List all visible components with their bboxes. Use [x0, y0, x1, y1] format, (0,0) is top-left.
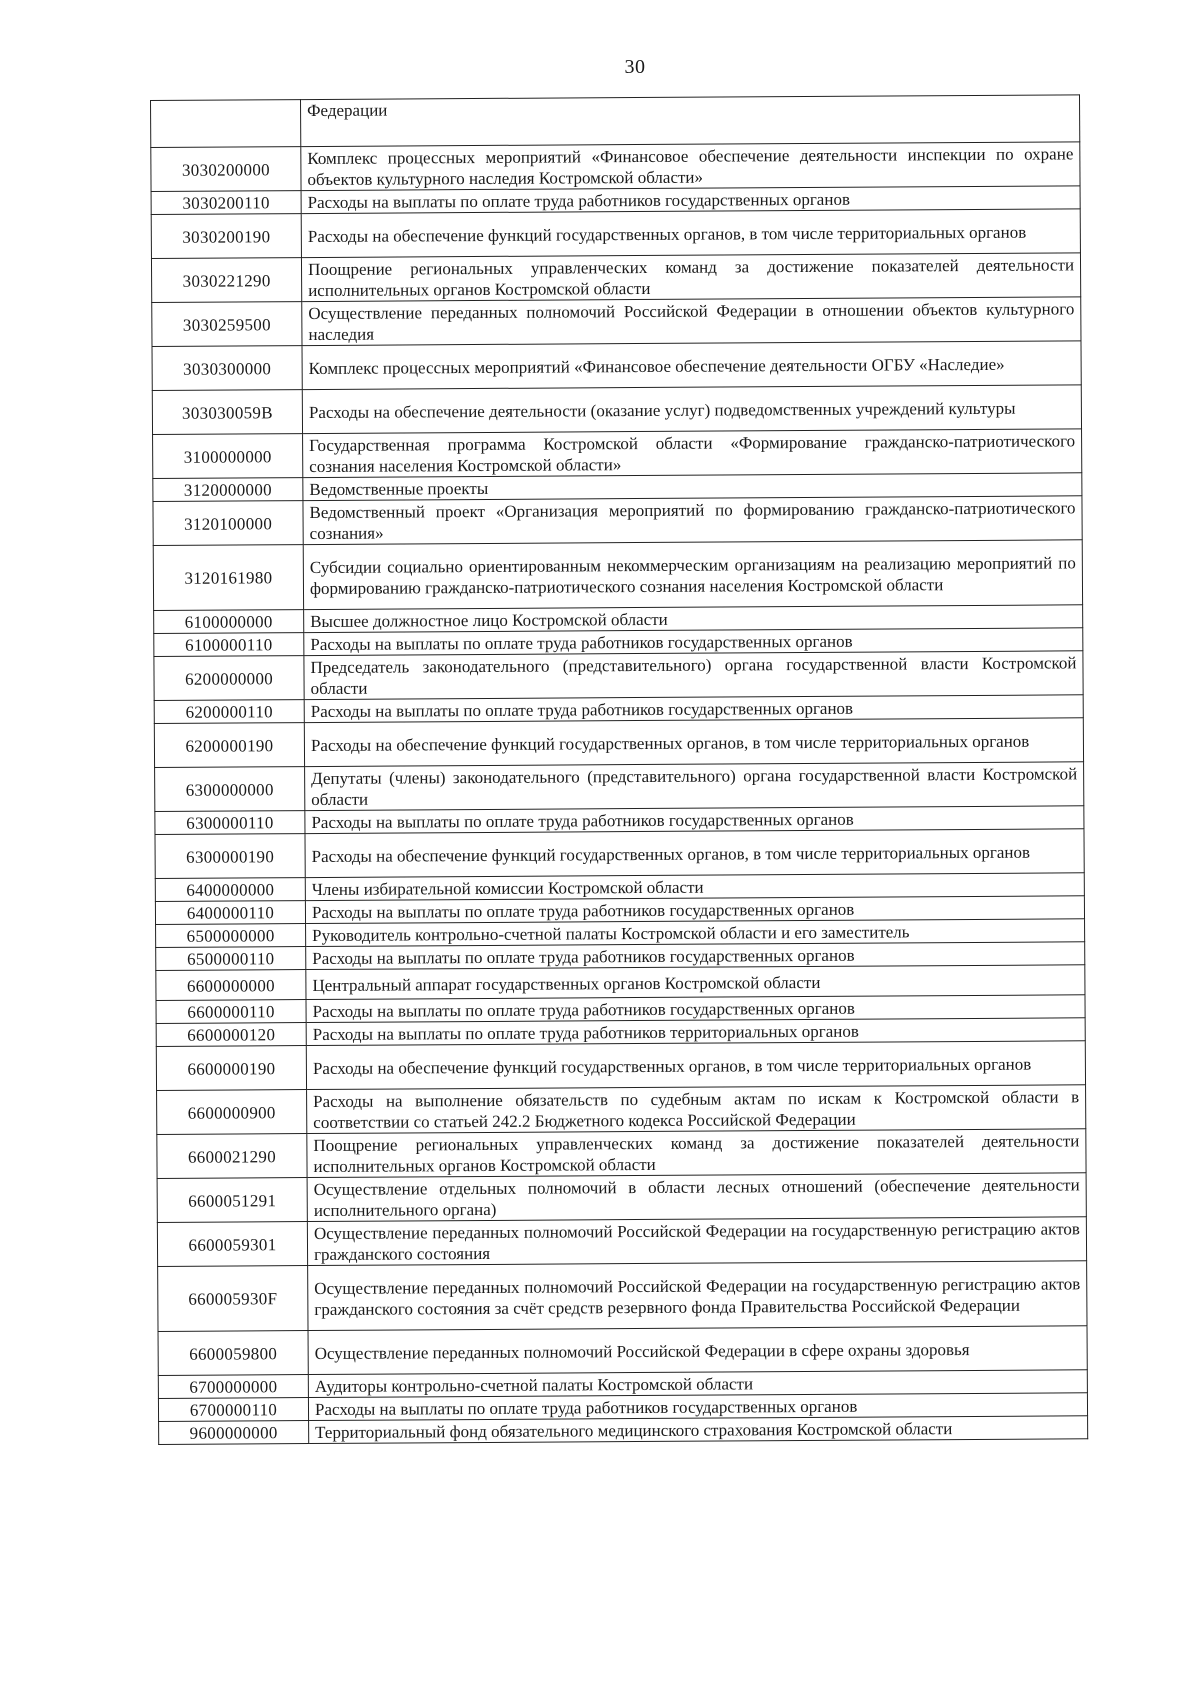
- code-cell: 6600000110: [156, 1000, 306, 1024]
- table-row: [152, 341, 1081, 391]
- table-row: [153, 429, 1082, 479]
- code-cell: 3030259500: [152, 302, 302, 347]
- table-row: [158, 1261, 1087, 1332]
- table-row: [157, 1173, 1086, 1223]
- code-cell: 6600021290: [157, 1134, 307, 1179]
- code-cell: 6500000110: [156, 947, 306, 971]
- code-cell: 9600000000: [159, 1421, 309, 1445]
- code-cell: 6700000000: [158, 1375, 308, 1399]
- name-cell: Расходы на обеспечение функций государственных органов, в том числе территориальных органов: [305, 829, 1084, 878]
- table-row: [157, 1085, 1086, 1135]
- code-cell: 6600051291: [157, 1178, 307, 1223]
- code-cell: 6400000110: [155, 901, 305, 925]
- table-row: [151, 209, 1080, 259]
- code-cell: 6400000000: [155, 878, 305, 902]
- name-cell: Расходы на выплаты по оплате труда работников государственных органов: [305, 896, 1084, 924]
- table-row: [157, 1129, 1086, 1179]
- table-row: [157, 1217, 1086, 1267]
- name-cell: Центральный аппарат государственных органов Костромской области: [306, 965, 1085, 1000]
- table-row: [159, 1416, 1088, 1445]
- name-cell: Территориальный фонд обязательного медицинского страхования Костромской области: [309, 1416, 1088, 1444]
- name-cell: Аудиторы контрольно-счетной палаты Костромской области: [308, 1370, 1087, 1398]
- code-cell: 6600059301: [157, 1222, 307, 1267]
- code-cell: 6100000110: [154, 633, 304, 657]
- name-cell: Расходы на выплаты по оплате труда работников государственных органов: [301, 186, 1080, 214]
- code-cell: 3100000000: [153, 434, 303, 479]
- name-cell: Государственная программа Костромской области «Формирование гражданско-патриотического сознания населения Костромской области»: [303, 429, 1082, 478]
- table-row: [152, 385, 1081, 435]
- name-cell: Осуществление отдельных полномочий в области лесных отношений (обеспечение деятельности исполнительного органа): [307, 1173, 1086, 1222]
- name-cell: Расходы на выплаты по оплате труда работников государственных органов: [308, 1393, 1087, 1421]
- name-cell: Осуществление переданных полномочий Российской Федерации в отношении объектов культурного наследия: [302, 297, 1081, 346]
- code-cell: 3120161980: [153, 545, 303, 611]
- code-cell: 3030200110: [151, 191, 301, 215]
- code-cell: 303030059В: [152, 390, 302, 435]
- code-cell: 6600059800: [158, 1331, 308, 1376]
- code-cell: 6700000110: [158, 1398, 308, 1422]
- code-cell: 3120000000: [153, 478, 303, 502]
- name-cell: Поощрение региональных управленческих команд за достижение показателей деятельности исполнительных органов Костромской области: [307, 1129, 1086, 1178]
- table-row: [152, 297, 1081, 347]
- table-row: [154, 718, 1083, 768]
- name-cell: Расходы на выполнение обязательств по судебным актам по искам к Костромской области в соответствии со статьей 242.2 Бюджетного кодекса Российской Федерации: [307, 1085, 1086, 1134]
- code-cell: 6200000110: [154, 700, 304, 724]
- table-row: [151, 95, 1080, 148]
- table-row: [154, 651, 1083, 701]
- table-row: [156, 1041, 1085, 1091]
- name-cell: Расходы на выплаты по оплате труда работников государственных органов: [305, 806, 1084, 834]
- table-row: [158, 1326, 1087, 1376]
- code-cell: 6200000190: [154, 723, 304, 768]
- name-cell: Осуществление переданных полномочий Российской Федерации на государственную регистрацию актов гражданского состояния за счёт средств резервного фонда Правительства Российской Федерации: [308, 1261, 1087, 1331]
- code-cell: 6600000120: [156, 1023, 306, 1047]
- code-cell: 6300000190: [155, 834, 305, 879]
- code-cell: 6300000000: [155, 767, 305, 812]
- name-cell: Федерации: [301, 95, 1080, 147]
- name-cell: Высшее должностное лицо Костромской области: [304, 605, 1083, 633]
- name-cell: Комплекс процессных мероприятий «Финансовое обеспечение деятельности инспекции по охране объектов культурного наследия Костромской области»: [301, 142, 1080, 191]
- name-cell: Поощрение региональных управленческих команд за достижение показателей деятельности исполнительных органов Костромской области: [301, 253, 1080, 302]
- code-cell: 6500000000: [156, 924, 306, 948]
- code-cell: 6600000900: [157, 1090, 307, 1135]
- code-cell: 6100000000: [154, 610, 304, 634]
- code-cell: 660005930F: [158, 1266, 308, 1332]
- name-cell: Расходы на обеспечение функций государственных органов, в том числе территориальных органов: [306, 1041, 1085, 1090]
- table-row: [153, 496, 1082, 546]
- name-cell: Комплекс процессных мероприятий «Финансовое обеспечение деятельности ОГБУ «Наследие»: [302, 341, 1081, 390]
- name-cell: Субсидии социально ориентированным некоммерческим организациям на реализацию мероприятий по формированию гражданско-патриотического сознания населения Костромской области: [303, 540, 1082, 610]
- code-cell: 6200000000: [154, 656, 304, 701]
- table-row: [151, 142, 1080, 192]
- name-cell: Осуществление переданных полномочий Российской Федерации в сфере охраны здоровья: [308, 1326, 1087, 1375]
- code-cell: 6600000000: [156, 970, 306, 1001]
- name-cell: Расходы на обеспечение функций государственных органов, в том числе территориальных органов: [301, 209, 1080, 258]
- budget-codes-table: [150, 94, 1088, 1445]
- code-cell: 3030221290: [151, 258, 301, 303]
- code-cell: 3030200000: [151, 147, 301, 192]
- code-cell: 6300000110: [155, 811, 305, 835]
- name-cell: Ведомственные проекты: [303, 473, 1082, 501]
- name-cell: Расходы на выплаты по оплате труда работников государственных органов: [306, 942, 1085, 970]
- code-cell: [151, 100, 301, 148]
- code-cell: 6600000190: [156, 1046, 306, 1091]
- table-row: [153, 540, 1082, 611]
- name-cell: Расходы на обеспечение функций государственных органов, в том числе территориальных органов: [304, 718, 1083, 767]
- name-cell: Расходы на выплаты по оплате труда работников территориальных органов: [306, 1018, 1085, 1046]
- name-cell: Члены избирательной комиссии Костромской области: [305, 873, 1084, 901]
- name-cell: Ведомственный проект «Организация мероприятий по формированию гражданско-патриотического сознания»: [303, 496, 1082, 545]
- page-number: 30: [624, 56, 646, 78]
- name-cell: Председатель законодательного (представительного) органа государственной власти Костромской области: [304, 651, 1083, 700]
- name-cell: Расходы на обеспечение деятельности (оказание услуг) подведомственных учреждений культуры: [302, 385, 1081, 434]
- code-cell: 3120100000: [153, 501, 303, 546]
- table-row: [155, 762, 1084, 812]
- name-cell: Расходы на выплаты по оплате труда работников государственных органов: [304, 695, 1083, 723]
- code-cell: 3030200190: [151, 214, 301, 259]
- name-cell: Расходы на выплаты по оплате труда работников государственных органов: [304, 628, 1083, 656]
- name-cell: Осуществление переданных полномочий Российской Федерации на государственную регистрацию актов гражданского состояния: [307, 1217, 1086, 1266]
- code-cell: 3030300000: [152, 346, 302, 391]
- name-cell: Депутаты (члены) законодательного (представительного) органа государственной власти Костромской области: [305, 762, 1084, 811]
- name-cell: Руководитель контрольно-счетной палаты Костромской области и его заместитель: [306, 919, 1085, 947]
- table-row: [155, 829, 1084, 879]
- table-row: [151, 253, 1080, 303]
- name-cell: Расходы на выплаты по оплате труда работников государственных органов: [306, 995, 1085, 1023]
